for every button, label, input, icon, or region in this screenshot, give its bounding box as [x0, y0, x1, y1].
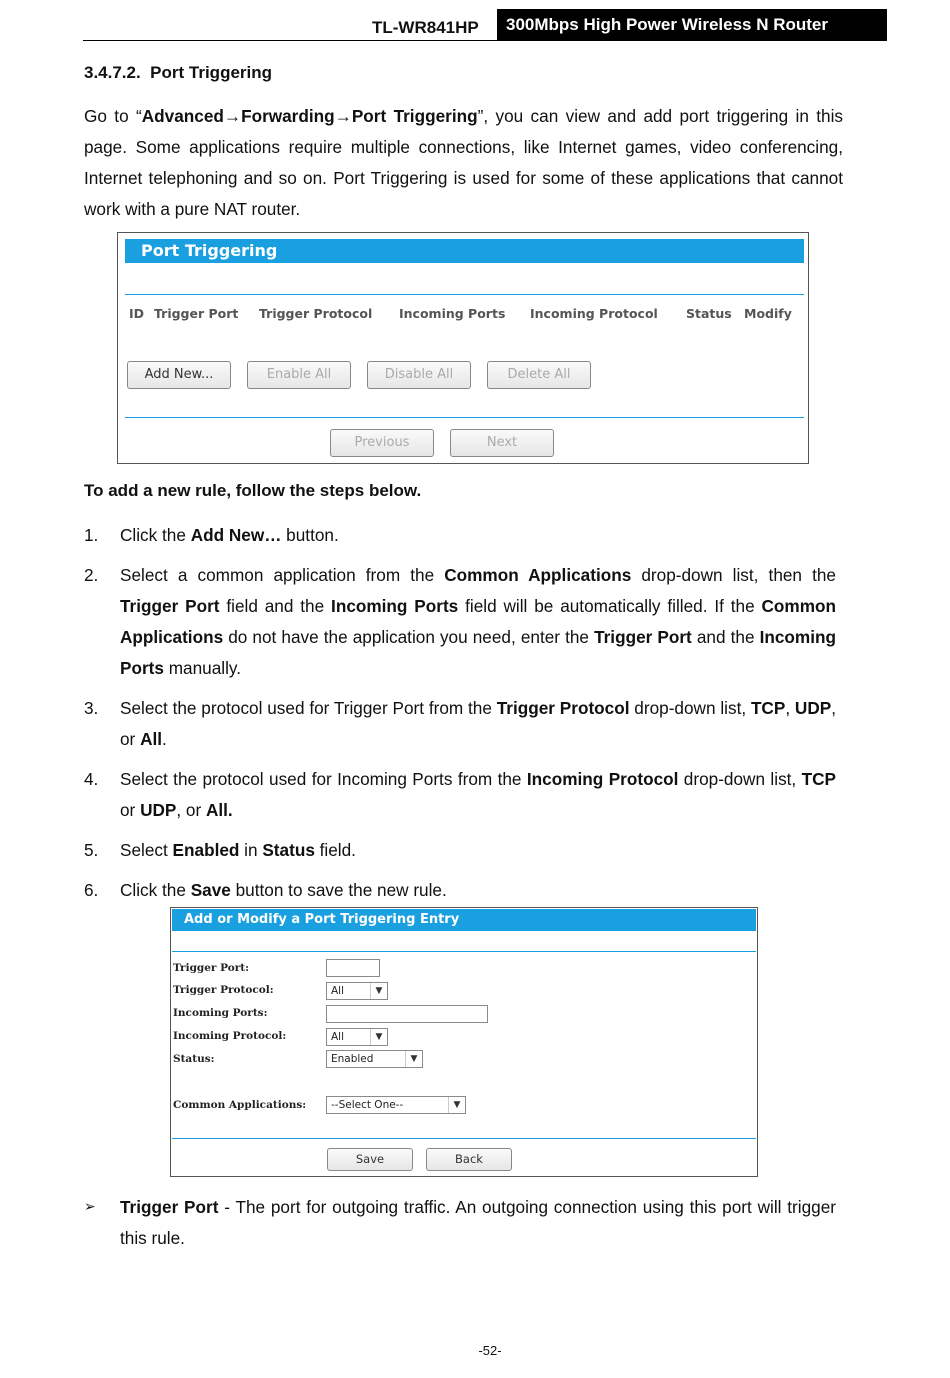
step-text-part: drop-down list, then the: [631, 565, 836, 585]
section-title: Port Triggering: [150, 63, 273, 82]
step-number: 4.: [84, 769, 99, 789]
chevron-down-icon: ▼: [448, 1097, 465, 1113]
step-item: [84, 693, 836, 755]
step-text-part: , or: [176, 800, 206, 820]
step-text-part: manually.: [163, 658, 241, 678]
incoming-ports-input[interactable]: [326, 1005, 488, 1023]
status-value: Enabled: [331, 1053, 374, 1065]
step-emphasis: Common Applications: [444, 565, 632, 585]
step-text: [120, 764, 836, 826]
step-text-part: field will be automatically filled. If the: [458, 596, 762, 616]
step-emphasis: All: [140, 729, 163, 749]
previous-button[interactable]: Previous: [330, 429, 434, 457]
step-text: [120, 835, 836, 866]
form-top-rule: [172, 951, 756, 952]
step-text-part: Select a common application from the: [120, 565, 445, 585]
step-number: 5.: [84, 840, 99, 860]
incoming-ports-label: Incoming Ports:: [173, 1007, 268, 1019]
incoming-protocol-select[interactable]: [326, 1028, 388, 1046]
step-text-part: ,: [785, 698, 795, 718]
step-number: 2.: [84, 565, 99, 585]
step-emphasis: Trigger Port: [594, 627, 692, 647]
delete-all-button[interactable]: Delete All: [487, 361, 591, 389]
step-text-part: Click the: [120, 880, 191, 900]
status-label: Status:: [173, 1053, 215, 1065]
step-emphasis: Trigger Port: [120, 596, 220, 616]
step-text-part: button to save the new rule.: [230, 880, 447, 900]
step-item: [84, 560, 836, 684]
step-text-part: Select: [120, 840, 173, 860]
bullet-arrow-icon: ➢: [84, 1199, 96, 1215]
common-apps-label: Common Applications:: [173, 1099, 307, 1111]
chevron-down-icon: ▼: [370, 1029, 387, 1045]
step-emphasis: Incoming Protocol: [526, 769, 679, 789]
col-trigger-port: Trigger Port: [154, 306, 239, 321]
step-emphasis: TCP: [750, 698, 786, 718]
entry-form-panel: [170, 907, 758, 1177]
step-text-part: drop-down list,: [629, 698, 751, 718]
steps-heading: To add a new rule, follow the steps below.: [84, 481, 422, 500]
step-number: 6.: [84, 880, 99, 900]
step-text-part: Select the protocol used for Incoming Ports from the: [120, 769, 527, 789]
step-emphasis: Add New…: [190, 525, 282, 545]
step-item: [84, 520, 836, 551]
panel-title-bar: Port Triggering: [125, 239, 804, 263]
step-emphasis: Status: [262, 840, 315, 860]
step-emphasis: UDP: [140, 800, 177, 820]
step-text-part: Click the: [120, 525, 191, 545]
intro-text-1: Go to “: [84, 106, 142, 126]
step-text-part: , or: [120, 698, 836, 749]
trigger-port-label: Trigger Port:: [173, 962, 249, 974]
step-item: [84, 835, 836, 866]
step-emphasis: Save: [190, 880, 231, 900]
intro-menu-path: Advanced→Forwarding→Port Triggering: [141, 106, 478, 126]
add-new-button[interactable]: Add New...: [127, 361, 231, 389]
step-item: [84, 764, 836, 826]
col-modify: Modify: [744, 306, 792, 321]
port-triggering-panel: [117, 232, 809, 464]
trigger-port-input[interactable]: [326, 959, 380, 977]
step-emphasis: Incoming Ports: [120, 627, 836, 678]
step-text: [120, 560, 836, 684]
trigger-protocol-value: All: [331, 985, 345, 997]
step-text-part: button.: [281, 525, 339, 545]
step-text-part: or: [120, 800, 141, 820]
chevron-down-icon: ▼: [370, 983, 387, 999]
step-number: 3.: [84, 698, 99, 718]
form-bottom-rule: [172, 1138, 756, 1139]
header-rule: [125, 294, 804, 295]
trigger-protocol-select[interactable]: [326, 982, 388, 1000]
section-number: 3.4.7.2.: [84, 63, 141, 82]
trigger-protocol-label: Trigger Protocol:: [173, 984, 274, 996]
steps-list: [84, 520, 836, 915]
footer-rule: [125, 417, 804, 418]
step-text: [120, 875, 836, 906]
step-emphasis: Trigger Protocol: [496, 698, 630, 718]
page-number: -52-: [478, 1343, 502, 1358]
entry-form-title-bar: Add or Modify a Port Triggering Entry: [172, 909, 756, 931]
step-emphasis: Enabled: [172, 840, 240, 860]
step-emphasis: TCP: [801, 769, 836, 789]
step-text: [120, 520, 836, 551]
step-text-part: in: [239, 840, 263, 860]
header-model: TL-WR841HP: [372, 18, 479, 37]
bullet-text: - The port for outgoing traffic. An outgoing connection using this port will trigger this rule.: [120, 1197, 836, 1248]
disable-all-button[interactable]: Disable All: [367, 361, 471, 389]
step-text-part: drop-down list,: [678, 769, 802, 789]
step-number: 1.: [84, 525, 99, 545]
chevron-down-icon: ▼: [405, 1051, 422, 1067]
step-emphasis: UDP: [794, 698, 832, 718]
col-trigger-protocol: Trigger Protocol: [259, 306, 373, 321]
header-divider: [83, 40, 887, 41]
step-text-part: do not have the application you need, enter the: [223, 627, 595, 647]
header-product-title: 300Mbps High Power Wireless N Router: [497, 9, 887, 40]
status-select[interactable]: [326, 1050, 423, 1068]
col-incoming-protocol: Incoming Protocol: [530, 306, 658, 321]
intro-text-2: ”, you can view and add port triggering in this page. Some applications require multiple connections, like Internet games, video conferencing, Internet telephoning and so on. Port Triggering is used for some of these applications that cannot work with a pure NAT router.: [84, 106, 843, 219]
step-text-part: Select the protocol used for Trigger Port from the: [120, 698, 497, 718]
common-apps-value: --Select One--: [331, 1099, 404, 1111]
step-item: [84, 875, 836, 906]
step-text-part: field.: [314, 840, 356, 860]
step-emphasis: Incoming Ports: [331, 596, 459, 616]
col-status: Status: [686, 306, 732, 321]
save-button[interactable]: Save: [327, 1148, 413, 1171]
incoming-protocol-value: All: [331, 1031, 345, 1043]
bullet-term: Trigger Port: [120, 1197, 219, 1217]
step-emphasis: Common Applications: [120, 596, 836, 647]
back-button[interactable]: Back: [426, 1148, 512, 1171]
step-text: [120, 693, 836, 755]
step-emphasis: All.: [205, 800, 233, 820]
incoming-protocol-label: Incoming Protocol:: [173, 1030, 287, 1042]
col-incoming-ports: Incoming Ports: [399, 306, 506, 321]
enable-all-button[interactable]: Enable All: [247, 361, 351, 389]
next-button[interactable]: Next: [450, 429, 554, 457]
common-apps-select[interactable]: [326, 1096, 466, 1114]
step-text-part: field and the: [219, 596, 332, 616]
step-text-part: .: [162, 729, 167, 749]
intro-paragraph: [84, 101, 843, 225]
trigger-port-bullet: [84, 1192, 836, 1254]
section-heading: [84, 63, 272, 83]
step-text-part: and the: [691, 627, 760, 647]
col-id: ID: [129, 306, 145, 321]
